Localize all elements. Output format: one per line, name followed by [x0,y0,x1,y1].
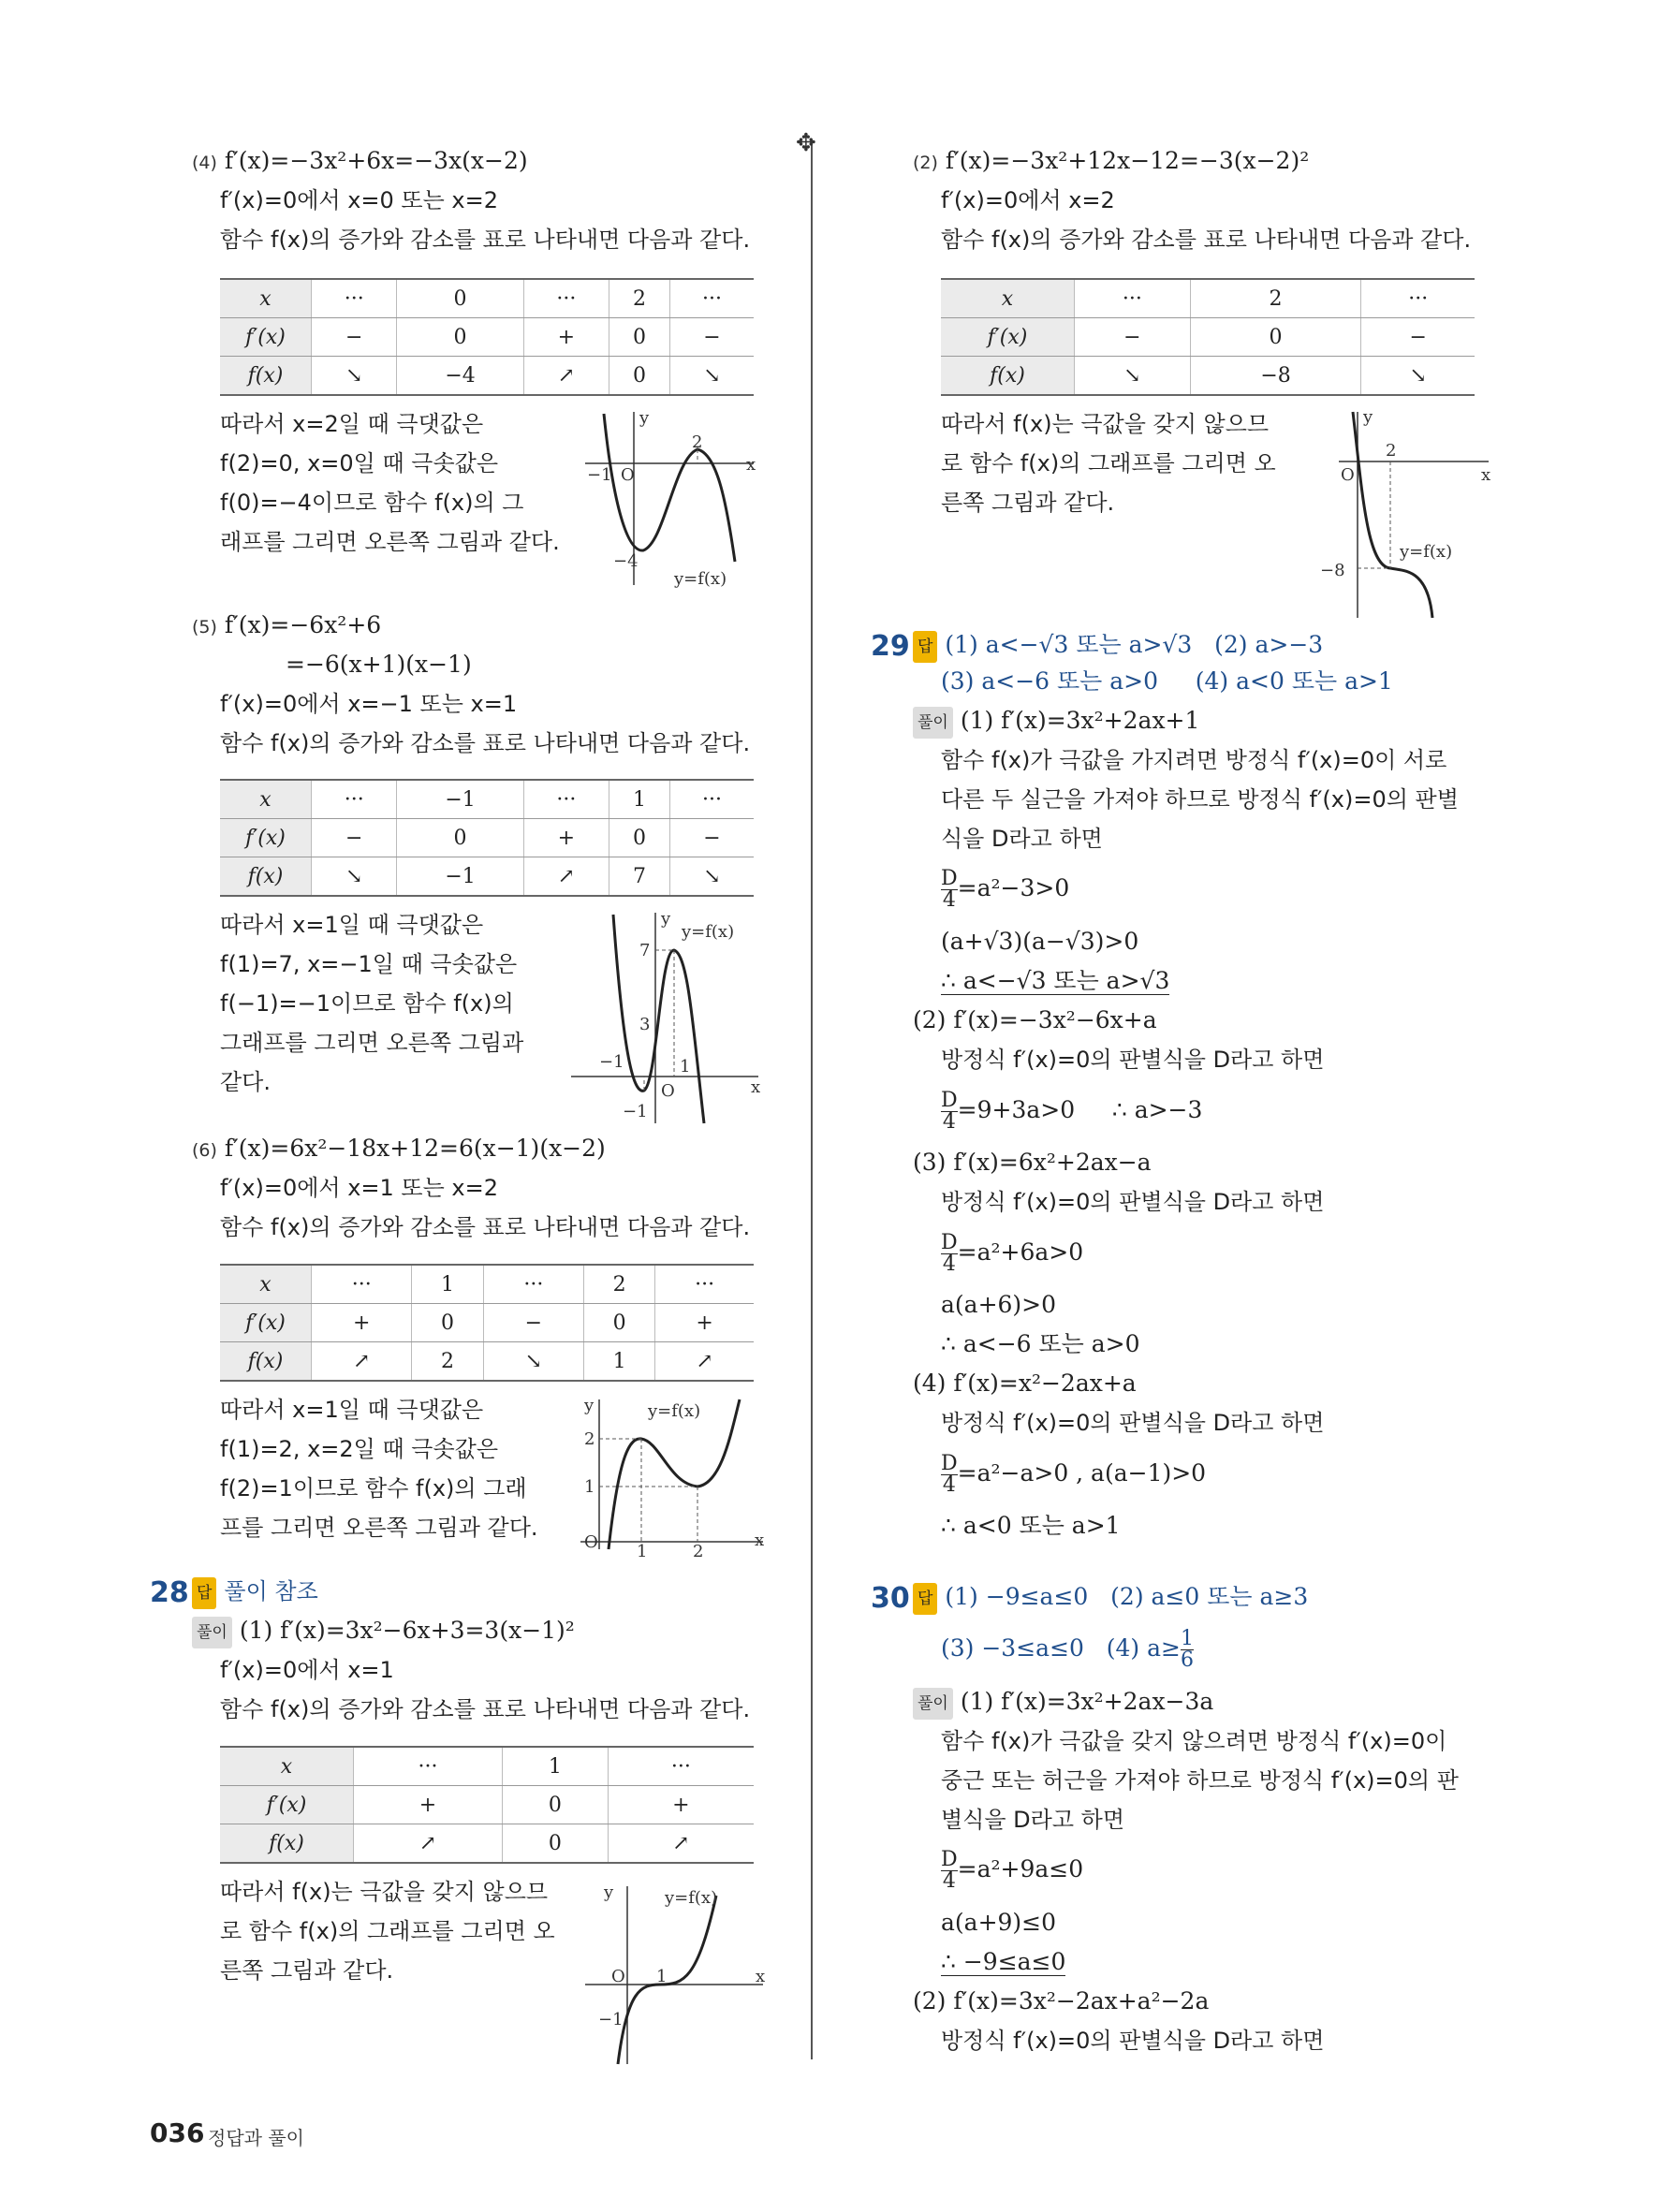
table-cell: ↘ [483,1342,583,1382]
table-cell: ··· [312,279,397,318]
table-cell: 0 [609,318,670,357]
table-header-cell: x [220,780,312,819]
page-number: 036 [150,2117,205,2148]
p28-graph [585,1877,768,2064]
p4-graph-m1: −1 [587,465,612,485]
p28-answer: 답 풀이 참조 [192,1576,318,1609]
p28-graph-x: x [756,1967,766,1986]
p2-text1: 따라서 f(x)는 극값을 갖지 않으므 [941,411,1270,437]
table-cell: 0 [609,357,670,396]
p28-text1: 따라서 f(x)는 극값을 갖지 않으므 [220,1879,549,1905]
p4-text2: f(2)=0, x=0일 때 극솟값은 [220,450,499,476]
p28-line1: 풀이 (1) f′(x)=3x²−6x+3=3(x−1)² [192,1616,575,1648]
table-cell: + [312,1304,412,1342]
table-header-cell: x [220,1265,312,1304]
p6-line1: (6) f′(x)=6x²−18x+12=6(x−1)(x−2) [192,1135,606,1162]
p4-graph [585,403,763,590]
table-row [220,819,754,857]
table-row [941,357,1475,396]
p30-answers-row2: (3) −3≤a≤0 (4) a≥ $\frac{1}{6}$ [941,1627,1194,1672]
table-cell: ··· [1075,279,1191,318]
table-cell: 0 [503,1786,609,1824]
p4-table [220,278,754,396]
table-row [220,1265,754,1304]
table-cell: ↘ [312,857,397,897]
table-cell: ··· [312,1265,412,1304]
p5-line2: f′(x)=0에서 x=−1 또는 x=1 [220,691,518,717]
answer-tag: 답 [913,1583,937,1615]
p28-line2: f′(x)=0에서 x=1 [220,1657,394,1683]
table-cell: −8 [1190,357,1361,396]
table-cell: 0 [609,819,670,857]
table-row [220,1304,754,1342]
solution-tag: 풀이 [913,707,953,739]
table-row [941,318,1475,357]
table-cell: ··· [1361,279,1475,318]
table-cell: + [608,1786,754,1824]
p30-answers-row1: 답 (1) −9≤a≤0 (2) a≤0 또는 a≥3 [913,1582,1308,1615]
table-cell: ↘ [1361,357,1475,396]
table-cell: + [354,1786,503,1824]
crest-ornament-icon: ✥ [796,129,816,157]
solution-tag: 풀이 [192,1617,232,1648]
p6-text1: 따라서 x=1일 때 극댓값은 [220,1397,484,1423]
table-cell: ··· [312,780,397,819]
table-row [220,780,754,819]
p29-frac2: $\frac{D}{4}$ =9+3a>0 ∴ a>−3 [941,1089,1203,1134]
p30-sol4: 별식을 D라고 하면 [941,1807,1125,1833]
p5-text2: f(1)=7, x=−1일 때 극솟값은 [220,951,518,977]
table-cell: ··· [608,1747,754,1786]
p6-line3: 함수 f(x)의 증가와 감소를 표로 나타내면 다음과 같다. [220,1214,751,1240]
p5-graph-y: y [661,909,671,929]
p6-text2: f(1)=2, x=2일 때 극솟값은 [220,1436,499,1462]
table-cell: ··· [523,780,609,819]
p29-sol6: (a+√3)(a−√3)>0 [941,928,1139,955]
table-cell: −1 [397,857,523,897]
table-cell: − [312,318,397,357]
p30-sol1: 풀이 (1) f′(x)=3x²+2ax−3a [913,1687,1213,1720]
table-cell: 0 [397,318,523,357]
p4-line2: f′(x)=0에서 x=0 또는 x=2 [220,187,498,213]
p5-text4: 그래프를 그리면 오른쪽 그림과 [220,1030,524,1056]
p2-graph [1311,407,1493,623]
p6-graph-x2: 2 [693,1542,704,1561]
p28-graph-y: y [604,1882,614,1902]
p28-line3: 함수 f(x)의 증가와 감소를 표로 나타내면 다음과 같다. [220,1696,751,1722]
table-cell: 0 [1190,318,1361,357]
table-header-cell: f(x) [941,357,1075,396]
p28-graph-m1: −1 [598,2010,624,2029]
table-cell: 2 [1190,279,1361,318]
table-cell: 2 [412,1342,483,1382]
p29-sol8: (2) f′(x)=−3x²−6x+a [913,1006,1157,1033]
p5-text1: 따라서 x=1일 때 극댓값은 [220,912,484,938]
p28-table [220,1746,754,1864]
p2-line1: (2) f′(x)=−3x²+12x−12=−3(x−2)² [913,147,1310,174]
p30-sol9: 방정식 f′(x)=0의 판별식을 D라고 하면 [941,2028,1325,2054]
p2-graph-2: 2 [1386,441,1397,461]
p29-sol2: 함수 f(x)가 극값을 가지려면 방정식 f′(x)=0이 서로 [941,747,1447,773]
table-cell: ↗ [608,1824,754,1864]
p5-text3: f(−1)=−1이므로 함수 f(x)의 [220,990,514,1017]
table-cell: 2 [609,279,670,318]
table-cell: + [523,318,609,357]
p2-line2: f′(x)=0에서 x=2 [941,187,1115,213]
table-cell: 1 [412,1265,483,1304]
table-cell: ··· [669,279,754,318]
p5-graph-x: x [751,1077,761,1097]
p28-text2: 로 함수 f(x)의 그래프를 그리면 오 [220,1918,555,1944]
table-cell: ··· [354,1747,503,1786]
p28-graph-o: O [611,1967,625,1986]
p29-sol1: 풀이 (1) f′(x)=3x²+2ax+1 [913,706,1199,739]
table-header-cell: x [220,1747,354,1786]
table-cell: ↘ [1075,357,1191,396]
table-cell: −1 [397,780,523,819]
p29-frac4: $\frac{D}{4}$ =a²−a>0 , a(a−1)>0 [941,1452,1207,1497]
table-row [220,357,754,396]
table-cell: −4 [397,357,523,396]
problem-28-number: 28 [150,1576,189,1609]
table-cell: ··· [655,1265,754,1304]
table-row [220,857,754,897]
table-header-cell: f′(x) [941,318,1075,357]
p6-text3: f(2)=1이므로 함수 f(x)의 그래 [220,1475,527,1502]
p2-graph-fn: y=f(x) [1400,542,1453,562]
p29-sol9: 방정식 f′(x)=0의 판별식을 D라고 하면 [941,1047,1325,1073]
p30-frac1: $\frac{D}{4}$ =a²+9a≤0 [941,1848,1084,1893]
table-header-cell: f(x) [220,1342,312,1382]
p4-graph-y: y [639,408,650,428]
p2-graph-o: O [1341,465,1355,485]
p4-text3: f(0)=−4이므로 함수 f(x)의 그 [220,490,524,516]
table-cell: 0 [397,279,523,318]
p6-graph-fn: y=f(x) [648,1401,701,1421]
problem-30-number: 30 [871,1582,910,1615]
table-header-cell: f(x) [220,357,312,396]
p29-sol11: (3) f′(x)=6x²+2ax−a [913,1149,1152,1176]
table-cell: 0 [412,1304,483,1342]
p29-sol17: 방정식 f′(x)=0의 판별식을 D라고 하면 [941,1410,1325,1436]
p29-sol16: (4) f′(x)=x²−2ax+a [913,1370,1137,1397]
table-cell: 0 [503,1824,609,1864]
table-cell: 1 [584,1342,655,1382]
p6-graph-x: x [755,1531,765,1550]
p29-sol19: ∴ a<0 또는 a>1 [941,1512,1121,1539]
p4-text1: 따라서 x=2일 때 극댓값은 [220,411,484,437]
p30-sol7: ∴ −9≤a≤0 [941,1948,1066,1975]
p29-sol3: 다른 두 실근을 가져야 하므로 방정식 f′(x)=0의 판별 [941,786,1459,813]
p29-sol12: 방정식 f′(x)=0의 판별식을 D라고 하면 [941,1189,1325,1215]
p4-graph-m4: −4 [613,551,639,571]
table-row [941,279,1475,318]
p5-graph-fn: y=f(x) [682,922,735,942]
p4-graph-o: O [621,465,635,485]
table-header-cell: f(x) [220,857,312,897]
p30-sol6: a(a+9)≤0 [941,1909,1057,1936]
table-cell: − [669,819,754,857]
table-row [220,1342,754,1382]
p2-text2: 로 함수 f(x)의 그래프를 그리면 오 [941,450,1276,476]
p5-line1: (5) f′(x)=−6x²+6 [192,611,382,638]
table-cell: ↘ [669,357,754,396]
table-cell: ··· [669,780,754,819]
table-cell: − [1361,318,1475,357]
p30-sol8: (2) f′(x)=3x²−2ax+a²−2a [913,1987,1210,2014]
p29-sol7: ∴ a<−√3 또는 a>√3 [941,967,1170,994]
p5-text5: 같다. [220,1069,271,1095]
table-cell: + [655,1304,754,1342]
p29-sol4: 식을 D라고 하면 [941,826,1103,852]
table-cell: 0 [397,819,523,857]
p30-sol2: 함수 f(x)가 극값을 갖지 않으려면 방정식 f′(x)=0이 [941,1728,1447,1754]
table-cell: ↗ [655,1342,754,1382]
p6-graph-x1: 1 [637,1542,648,1561]
p2-graph-y: y [1363,407,1373,427]
table-cell: ··· [523,279,609,318]
table-header-cell: f′(x) [220,1786,354,1824]
p4-line1: (4) f′(x)=−3x²+6x=−3x(x−2) [192,147,528,174]
table-cell: − [483,1304,583,1342]
column-divider [811,140,813,2059]
table-header-cell: x [220,279,312,318]
footer-label: 정답과 풀이 [208,2127,304,2149]
table-cell: ↗ [523,857,609,897]
table-row [220,318,754,357]
table-row [220,279,754,318]
p28-graph-fn: y=f(x) [665,1888,718,1908]
p6-table [220,1264,754,1382]
p29-sol15: ∴ a<−6 또는 a>0 [941,1330,1140,1357]
table-header-cell: x [941,279,1075,318]
p28-text3: 른쪽 그림과 같다. [220,1957,394,1984]
table-cell: ··· [483,1265,583,1304]
p29-sol14: a(a+6)>0 [941,1291,1057,1318]
p29-answers-row1: 답 (1) a<−√3 또는 a>√3 (2) a>−3 [913,630,1323,663]
answer-tag: 답 [913,631,937,663]
table-cell: ↘ [669,857,754,897]
table-cell: 7 [609,857,670,897]
p6-text4: 프를 그리면 오른쪽 그림과 같다. [220,1515,538,1541]
p4-graph-x: x [746,455,756,475]
p4-text4: 래프를 그리면 오른쪽 그림과 같다. [220,529,560,555]
p6-graph-o: O [584,1532,598,1552]
table-cell: ↗ [354,1824,503,1864]
table-cell: − [669,318,754,357]
table-header-cell: f′(x) [220,819,312,857]
p4-graph-fn: y=f(x) [674,569,727,589]
p29-frac3: $\frac{D}{4}$ =a²+6a>0 [941,1231,1084,1276]
p2-graph-x: x [1481,465,1491,485]
table-header-cell: f(x) [220,1824,354,1864]
p30-sol3: 중근 또는 허근을 가져야 하므로 방정식 f′(x)=0의 판 [941,1767,1459,1794]
table-cell: + [523,819,609,857]
table-cell: 0 [584,1304,655,1342]
table-cell: ↘ [312,357,397,396]
table-cell: 1 [609,780,670,819]
p5-line1b: =−6(x+1)(x−1) [286,651,472,678]
table-row [220,1824,754,1864]
p5-graph-o: O [661,1081,675,1101]
p6-graph-1: 1 [584,1477,595,1497]
p5-graph-3: 3 [639,1015,651,1034]
p5-graph-1: 1 [680,1057,691,1077]
table-row [220,1747,754,1786]
table-cell: ↗ [312,1342,412,1382]
p5-graph-7: 7 [639,941,651,960]
p2-text3: 른쪽 그림과 같다. [941,490,1115,516]
solution-tag: 풀이 [913,1688,953,1720]
p6-graph-2: 2 [584,1429,595,1449]
p28-graph-1: 1 [656,1967,668,1986]
p2-graph-m8: −8 [1320,561,1345,580]
p2-table [941,278,1475,396]
problem-29-number: 29 [871,630,910,663]
p5-graph-m1a: −1 [599,1052,624,1072]
table-cell: ↗ [523,357,609,396]
answer-tag: 답 [192,1577,216,1609]
p5-graph [571,903,763,1128]
p4-line3: 함수 f(x)의 증가와 감소를 표로 나타내면 다음과 같다. [220,227,751,253]
p29-frac1: $\frac{D}{4}$ =a²−3>0 [941,867,1070,912]
table-header-cell: f′(x) [220,318,312,357]
p4-graph-2: 2 [692,432,703,452]
p6-graph-y: y [584,1396,595,1415]
table-cell: − [1075,318,1191,357]
table-cell: − [312,819,397,857]
table-row [220,1786,754,1824]
p6-graph [580,1390,768,1559]
p5-table [220,779,754,897]
table-header-cell: f′(x) [220,1304,312,1342]
p6-line2: f′(x)=0에서 x=1 또는 x=2 [220,1175,498,1201]
p5-graph-m1b: −1 [623,1102,648,1121]
p2-line3: 함수 f(x)의 증가와 감소를 표로 나타내면 다음과 같다. [941,227,1472,253]
p5-line3: 함수 f(x)의 증가와 감소를 표로 나타내면 다음과 같다. [220,730,751,756]
p29-answers-row2: (3) a<−6 또는 a>0 (4) a<0 또는 a>1 [941,667,1393,695]
table-cell: 2 [584,1265,655,1304]
table-cell: 1 [503,1747,609,1786]
